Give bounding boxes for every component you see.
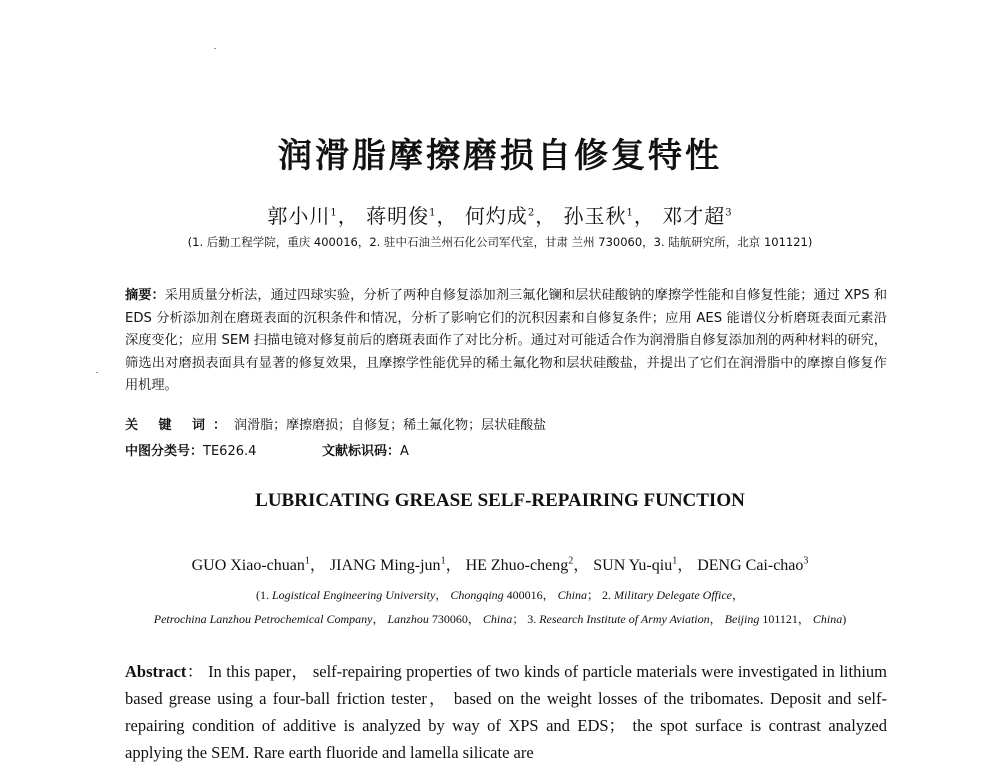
abstract-english xyxy=(125,658,887,766)
postal-code: 400016 xyxy=(506,588,543,602)
affiliation-line: Petrochina Lanzhou Petrochemical Company， Lanzhou 730060， China； 3. Research Institute of Army Aviation， Beijing 101121， China) xyxy=(153,612,847,626)
author-separator: ， xyxy=(309,557,326,574)
abstract-text-chinese: 采用质量分析法，通过四球实验，分析了两种自修复添加剂三氟化镧和层状硅酸钠的摩擦学性能和自修复性能；通过 XPS 和 EDS 分析添加剂在磨斑表面的沉积条件和情况，分析了影响它们的沉积因素和自修复条件；应用 AES 能谱仪分析磨斑表面元素沿深度变化；应用 SEM 扫描电镜对修复前后的磨斑表面作了对比分析。通过对可能适合作为润滑脂自修复添加剂的两种材料的研究，筛选出对磨损表面具有显著的修复效果，且摩擦学性能优异的稀土氟化物和层状硅酸盐，并提出了它们在润滑脂中的摩擦自修复作用机理。 xyxy=(125,288,888,393)
classification-label: 中图分类号： xyxy=(125,444,204,459)
author-separator: ， xyxy=(337,204,359,228)
document-code-label: 文献标识码： xyxy=(322,444,401,459)
postal-code: 101121 xyxy=(762,612,798,626)
author-superscript: 1 xyxy=(440,555,446,567)
institution: Logistical Engineering University xyxy=(271,588,436,602)
institution: Military Delegate Office xyxy=(614,588,732,602)
title-chinese: 润滑脂摩擦磨损自修复特性 xyxy=(278,136,722,176)
author-name: JIANG Ming-jun xyxy=(329,557,441,574)
abstract-colon: ： xyxy=(186,662,204,681)
abstract-label-english: Abstract xyxy=(125,662,187,681)
keywords-chinese xyxy=(125,414,546,433)
affiliation-chinese: (1. 后勤工程学院，重庆 400016，2. 驻中石油兰州石化公司军代室，甘肃 兰州 730060，3. 陆航研究所，北京 101121) xyxy=(187,235,813,249)
author-name: SUN Yu-qiu xyxy=(593,557,673,574)
author-name: 邓才超 xyxy=(662,204,726,228)
author-superscript: 1 xyxy=(626,207,634,219)
city: Chongqing xyxy=(450,588,504,602)
author-name: 蒋明俊 xyxy=(366,204,430,228)
author-superscript: 1 xyxy=(330,207,338,219)
author-superscript: 2 xyxy=(527,207,536,219)
keywords-text-chinese: 润滑脂；摩擦磨损；自修复；稀土氟化物；层状硅酸盐 xyxy=(234,418,547,433)
author-separator: ， xyxy=(677,557,694,574)
author-separator: ， xyxy=(633,204,655,228)
author-separator: ， xyxy=(573,557,590,574)
city: Lanzhou xyxy=(387,612,429,626)
classification-number xyxy=(125,440,256,459)
author-superscript: 3 xyxy=(803,555,809,567)
author-name: GUO Xiao-chuan xyxy=(191,557,305,574)
abstract-chinese xyxy=(125,285,887,398)
author-superscript: 1 xyxy=(429,207,437,219)
abstract-text-english: In this paper， self-repairing properties of two kinds of particle materials were investigated in lithium based grease using a four-ball friction tester， based on the weight losses of the tribomates. Deposit and self- repairing condition of additive is analyzed by way of XPS and EDS； the spot surface is contrast analyzed applying the SEM. Rare earth fluoride and lamella silicate are xyxy=(125,662,888,762)
postal-code: 730060 xyxy=(431,612,468,626)
country: China xyxy=(482,612,513,626)
author-superscript: 1 xyxy=(304,555,310,567)
author-name: 何灼成 xyxy=(464,204,528,228)
city: Beijing xyxy=(724,612,760,626)
classification-value: TE626.4 xyxy=(203,444,257,459)
keywords-label-chinese: 关 键 词： xyxy=(125,418,235,433)
author-separator: ， xyxy=(535,204,557,228)
organization: Petrochina Lanzhou Petrochemical Company xyxy=(153,612,373,626)
abstract-label-chinese: 摘要： xyxy=(125,288,165,303)
scan-speck xyxy=(96,372,98,373)
affiliation-line: (1. Logistical Engineering University， Chongqing 400016， China； 2. Military Delegate Office， xyxy=(255,588,745,602)
author-name: HE Zhuo-cheng xyxy=(465,557,569,574)
title-english: LUBRICATING GREASE SELF-REPAIRING FUNCTION xyxy=(255,490,745,511)
authors-chinese xyxy=(0,200,1000,229)
author-separator: ， xyxy=(436,204,458,228)
country: China xyxy=(812,612,843,626)
document-code xyxy=(322,440,409,459)
author-name: DENG Cai-chao xyxy=(697,557,804,574)
author-name: 郭小川 xyxy=(267,204,331,228)
document-code-value: A xyxy=(400,444,409,459)
author-separator: ， xyxy=(445,557,462,574)
author-superscript: 3 xyxy=(725,207,733,219)
authors-english xyxy=(0,552,1000,575)
author-superscript: 1 xyxy=(672,555,678,567)
scan-speck xyxy=(214,48,216,49)
country: China xyxy=(557,588,588,602)
institution: Research Institute of Army Aviation xyxy=(539,612,710,626)
author-superscript: 2 xyxy=(568,555,574,567)
author-name: 孙玉秋 xyxy=(563,204,627,228)
affiliation-english xyxy=(0,583,1000,631)
